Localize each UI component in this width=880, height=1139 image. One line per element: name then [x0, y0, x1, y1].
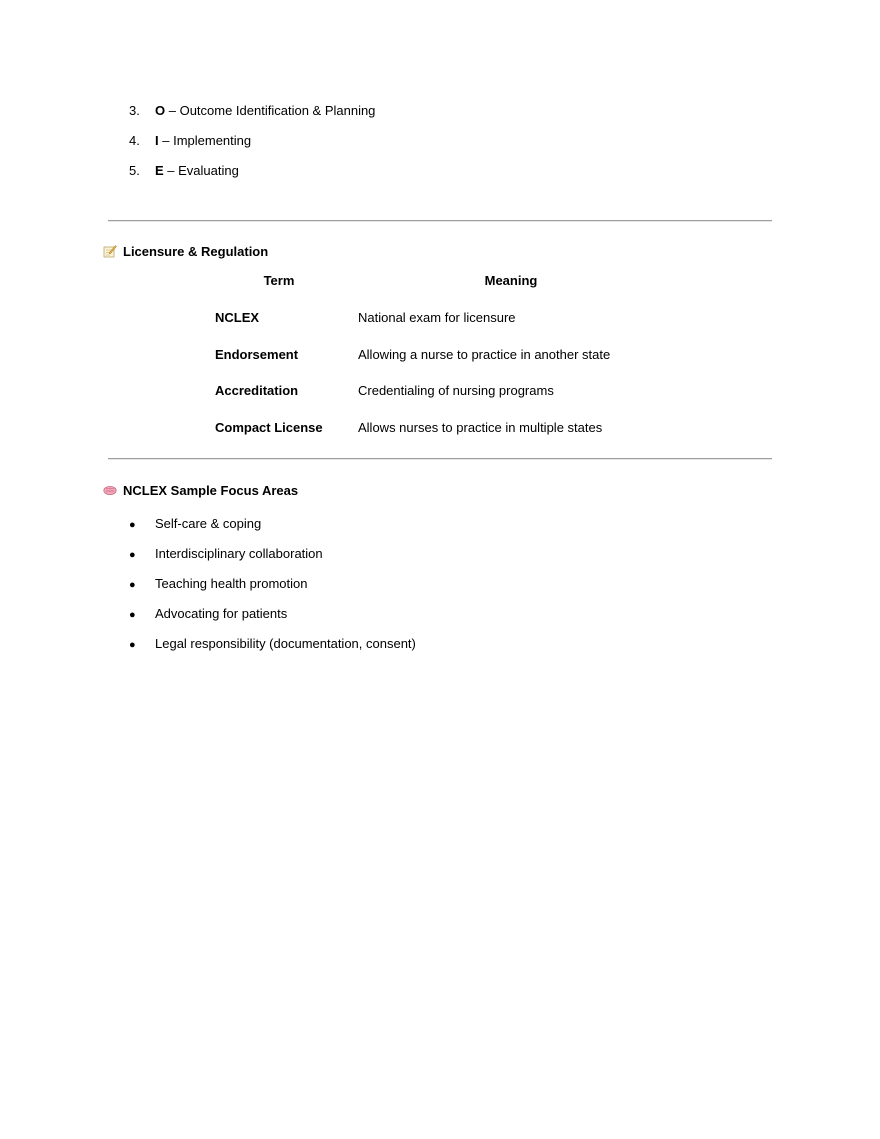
list-letter: I: [155, 133, 159, 148]
bullet-icon: ●: [129, 639, 136, 651]
memo-icon: [103, 244, 117, 258]
table-cell-meaning: Allowing a nurse to practice in another state: [358, 347, 611, 362]
table-header-meaning: Meaning: [484, 273, 538, 288]
divider: [108, 220, 772, 222]
bullet-icon: ●: [129, 579, 136, 591]
list-text: Advocating for patients: [155, 606, 288, 621]
table-cell-meaning: Credentialing of nursing programs: [358, 383, 554, 398]
list-item: [129, 103, 375, 119]
list-text: Legal responsibility (documentation, consent): [155, 636, 416, 651]
list-item: [129, 546, 323, 562]
list-item: [129, 133, 251, 149]
divider: [108, 458, 772, 460]
bullet-icon: ●: [129, 549, 136, 561]
table-cell-term: Endorsement: [215, 347, 299, 362]
list-text: – Outcome Identification & Planning: [165, 103, 376, 118]
table-cell-term: Compact License: [215, 420, 323, 435]
list-text: Self-care & coping: [155, 516, 262, 531]
table-cell-meaning: Allows nurses to practice in multiple states: [358, 420, 603, 435]
section-heading-text: NCLEX Sample Focus Areas: [123, 483, 299, 498]
table-header-term: Term: [263, 273, 295, 288]
list-item: [129, 636, 416, 652]
list-item: [129, 516, 261, 532]
list-text: – Implementing: [158, 133, 252, 148]
section-heading-nclex: [103, 482, 298, 500]
list-letter: E: [155, 163, 164, 178]
table-cell-meaning: National exam for licensure: [358, 310, 516, 325]
table-cell-term: NCLEX: [215, 310, 260, 325]
list-text: Teaching health promotion: [155, 576, 308, 591]
section-heading-text: Licensure & Regulation: [123, 244, 269, 259]
bullet-icon: ●: [129, 609, 136, 621]
section-heading-licensure: [103, 243, 268, 261]
list-number: 5.: [129, 163, 140, 178]
list-text: Interdisciplinary collaboration: [155, 546, 323, 561]
list-item: [129, 576, 308, 592]
bullet-icon: ●: [129, 519, 136, 531]
list-number: 4.: [129, 133, 140, 148]
list-item: [129, 163, 239, 179]
list-letter: O: [155, 103, 166, 118]
table-cell-term: Accreditation: [215, 383, 299, 398]
list-text: – Evaluating: [163, 163, 239, 178]
brain-icon: [103, 483, 117, 497]
list-number: 3.: [129, 103, 140, 118]
list-item: [129, 606, 287, 622]
